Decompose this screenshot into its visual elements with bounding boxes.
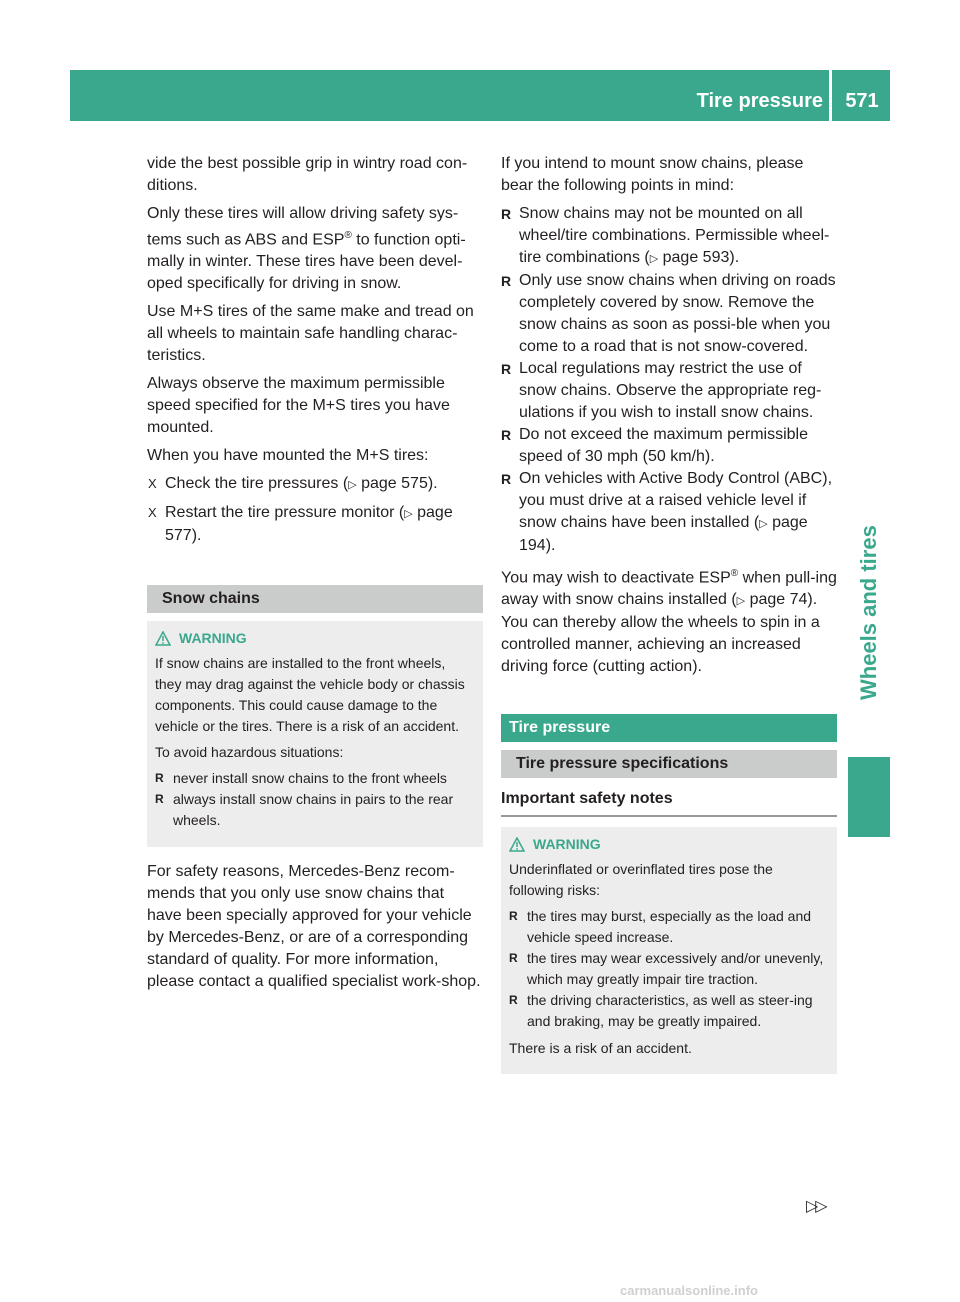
bullet-icon: R: [501, 427, 512, 443]
action-step: X Check the tire pressures (▷ page 575).: [147, 473, 483, 496]
page-reference-icon: ▷: [348, 479, 357, 492]
list-item: R the tires may wear excessively and/or unevenly, which may greatly impair tire traction.: [509, 950, 824, 988]
list-item: R Snow chains may not be mounted on all wheel/tire combinations. Permissible wheel-tire combinations (▷ page 593).: [501, 205, 830, 266]
chapter-heading-tire-pressure: Tire pressure: [501, 714, 837, 742]
continue-arrows-icon: ▷▷: [806, 1198, 825, 1215]
paragraph: Always observe the maximum permissible speed specified for the M+S tires you have mounted.: [147, 375, 450, 437]
paragraph: Use M+S tires of the same make and tread on all wheels to maintain safe handling charac-teristics.: [147, 303, 474, 365]
bullet-icon: R: [501, 361, 512, 377]
right-column: [501, 153, 837, 1074]
action-step: X Restart the tire pressure monitor (▷ page 577).: [148, 504, 453, 545]
left-column: [147, 153, 483, 999]
list-item: R Do not exceed the maximum permissible speed of 30 mph (50 km/h).: [501, 426, 809, 465]
list-item: R always install snow chains in pairs to the rear wheels.: [155, 791, 454, 829]
list-item: R the tires may burst, especially as the load and vehicle speed increase.: [509, 908, 812, 946]
paragraph: If you intend to mount snow chains, please bear the following points in mind:: [501, 155, 804, 194]
bullet-icon: R: [155, 792, 164, 807]
chapter-side-tab: [848, 200, 890, 700]
bullet-icon: R: [501, 206, 512, 222]
page-reference-icon: ▷: [404, 508, 413, 521]
bullet-icon: R: [509, 909, 518, 924]
warning-text: Underinflated or overinflated tires pose the following risks:: [509, 861, 773, 899]
section-heading-snow-chains: Snow chains: [147, 585, 483, 613]
bullet-icon: R: [509, 993, 518, 1008]
list-item: R the driving characteristics, as well as steer-ing and braking, may be greatly impaired.: [509, 992, 813, 1030]
chapter-marker: [848, 757, 890, 837]
page-reference-icon: ▷: [736, 595, 746, 608]
list-item: R Only use snow chains when driving on roads completely covered by snow. Remove the snow chains as soon as possi-ble when you come to a road that is not snow-covered.: [501, 272, 836, 355]
bullet-icon: R: [501, 471, 512, 487]
paragraph: You may wish to deactivate ESP® when pull-ing away with snow chains installed (▷ page 74). You can thereby allow the wheels to spin in a controlled manner, achieving an increased driving force (cutting action).: [501, 568, 837, 676]
header-section-title: Tire pressure: [696, 90, 823, 112]
page-number: 571: [845, 90, 879, 112]
list-item: R Local regulations may restrict the use of snow chains. Observe the appropriate reg-ulations if you wish to install snow chains.: [501, 360, 822, 421]
paragraph: When you have mounted the M+S tires:: [147, 447, 429, 465]
warning-triangle-icon: [155, 631, 171, 646]
warning-title: WARNING: [155, 628, 475, 649]
sub-heading-important-safety-notes: Important safety notes: [501, 788, 837, 817]
warning-box: [147, 621, 483, 847]
warning-triangle-icon: [509, 837, 525, 852]
warning-text: There is a risk of an accident.: [509, 1040, 692, 1057]
page-reference-icon: ▷: [759, 518, 768, 530]
paragraph: For safety reasons, Mercedes-Benz recom-mends that you only use snow chains that have been specially approved for your vehicle by Mercedes-Benz, or are of a corresponding standard of quality. For more information, please contact a qualified specialist work-shop.: [147, 863, 481, 991]
header-divider: [829, 70, 832, 121]
list-item: R On vehicles with Active Body Control (ABC), you must drive at a raised vehicle level if snow chains have been installed (▷ page 194).: [501, 470, 833, 554]
warning-text: To avoid hazardous situations:: [155, 744, 344, 761]
bullet-icon: R: [501, 273, 512, 289]
warning-text: If snow chains are installed to the front wheels, they may drag against the vehicle body or chassis components. This could cause damage to the vehicle or the tires. There is a risk of an accident.: [155, 655, 465, 735]
action-arrow-icon: X: [148, 476, 157, 492]
bullet-icon: R: [155, 771, 164, 786]
action-arrow-icon: X: [148, 505, 157, 521]
paragraph: vide the best possible grip in wintry road con-ditions.: [147, 155, 468, 194]
paragraph: Only these tires will allow driving safety sys-tems such as ABS and ESP® to function opti-mally in winter. These tires have been devel-oped specifically for driving in snow.: [147, 205, 466, 293]
warning-box: [501, 827, 837, 1074]
list-item: R never install snow chains to the front wheels: [155, 768, 475, 789]
section-heading-tire-pressure-specifications: Tire pressure specifications: [501, 750, 837, 778]
bullet-icon: R: [509, 951, 518, 966]
warning-title: WARNING: [509, 834, 829, 855]
watermark: carmanualsonline.info: [620, 1283, 758, 1298]
page-reference-icon: ▷: [649, 253, 659, 265]
chapter-side-tab-label: Wheels and tires: [856, 525, 881, 700]
